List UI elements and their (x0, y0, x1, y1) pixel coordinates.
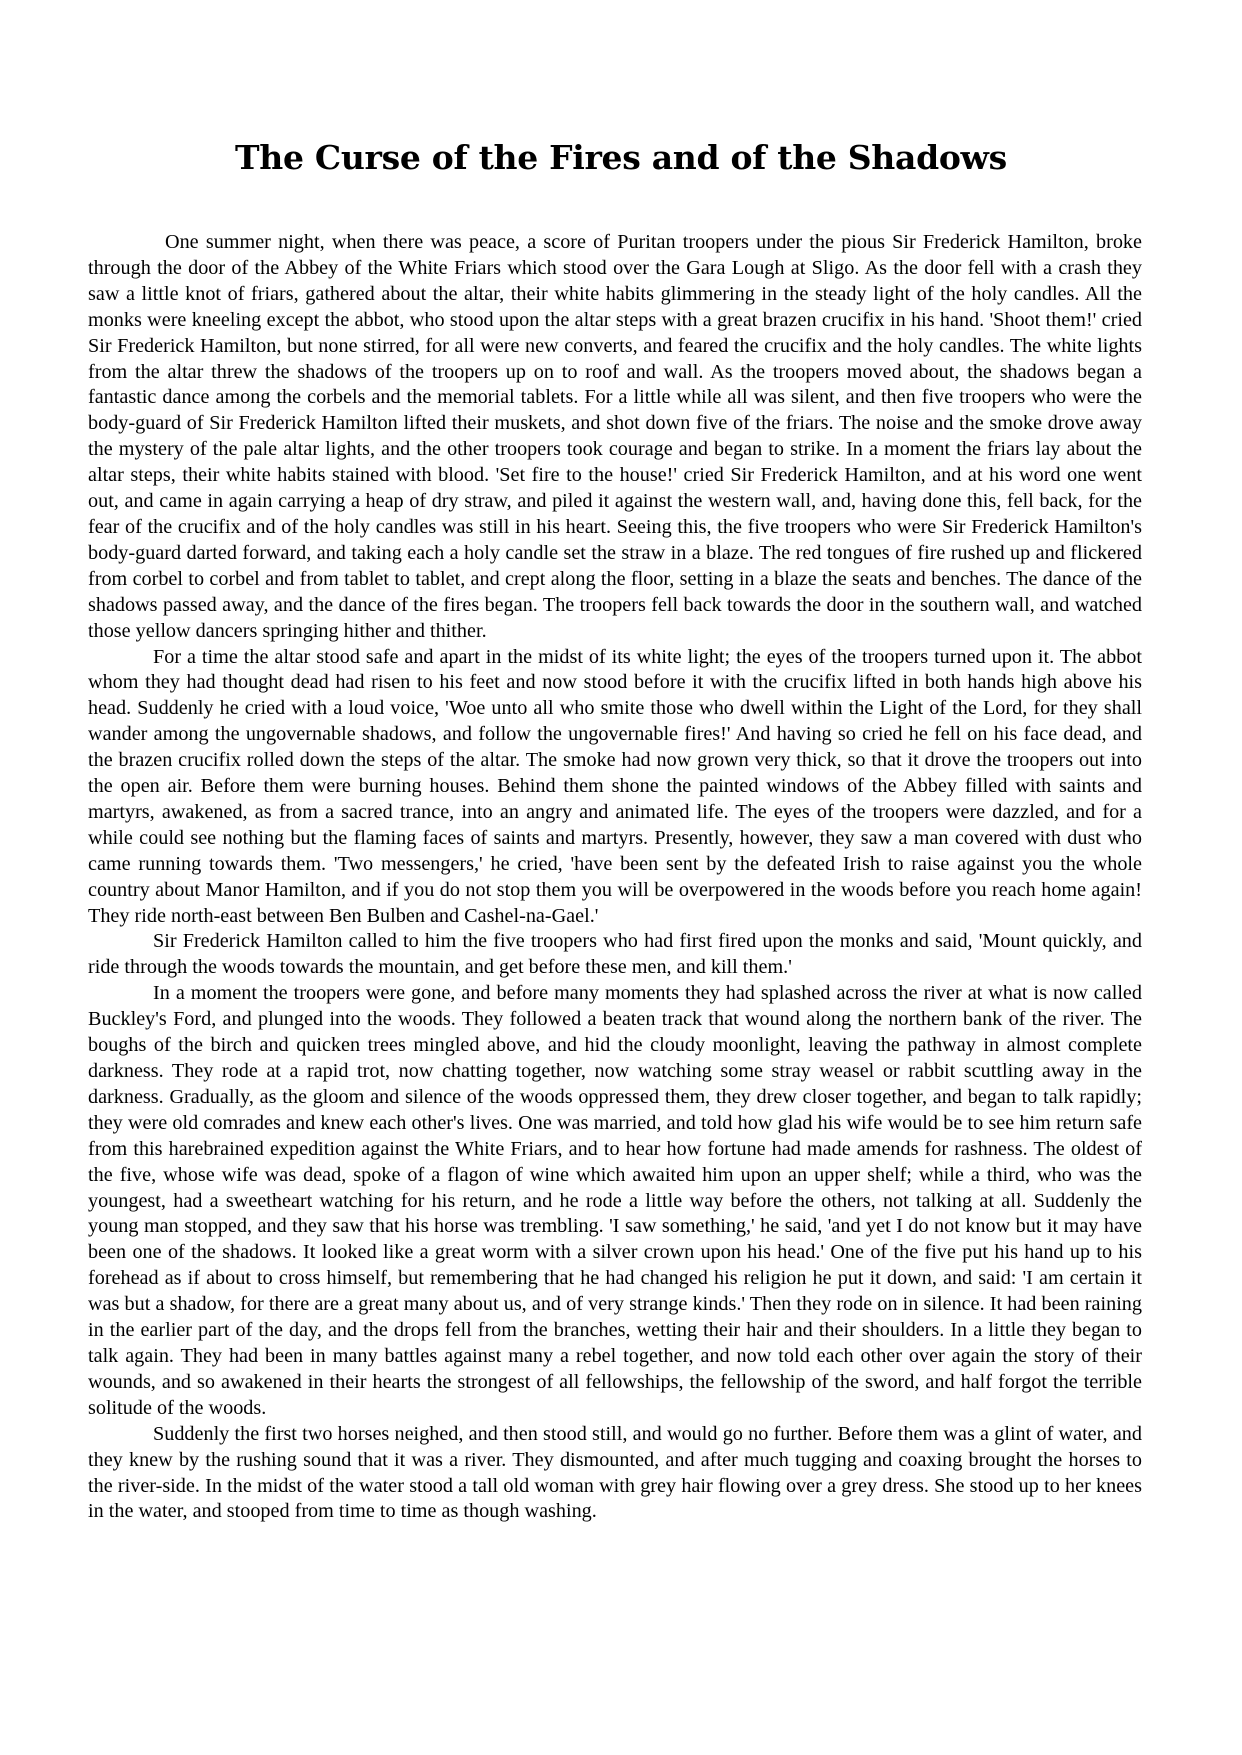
document-body (88, 230, 1142, 1525)
paragraph: Suddenly the first two horses neighed, and then stood still, and would go no further. Before them was a glint of water, and they knew by the rushing sound that it was a river. They dismounted, and after much tugging and coaxing brought the horses to the river-side. In the midst of the water stood a tall old woman with grey hair flowing over a grey dress. She stood up to her knees in the water, and stooped from time to time as though washing. (88, 1422, 1142, 1523)
paragraph: One summer night, when there was peace, a score of Puritan troopers under the pious Sir Frederick Hamilton, broke through the door of the Abbey of the White Friars which stood over the Gara Lough at Sligo. As the door fell with a crash they saw a little knot of friars, gathered about the altar, their white habits glimmering in the steady light of the holy candles. All the monks were kneeling except the abbot, who stood upon the altar steps with a great brazen crucifix in his hand. 'Shoot them!' cried Sir Frederick Hamilton, but none stirred, for all were new converts, and feared the crucifix and the holy candles. The white lights from the altar threw the shadows of the troopers up on to roof and wall. As the troopers moved about, the shadows began a fantastic dance among the corbels and the memorial tablets. For a little while all was silent, and then five troopers who were the body-guard of Sir Frederick Hamilton lifted their muskets, and shot down five of the friars. The noise and the smoke drove away the mystery of the pale altar lights, and the other troopers took courage and began to strike. In a moment the friars lay about the altar steps, their white habits stained with blood. 'Set fire to the house!' cried Sir Frederick Hamilton, and at his word one went out, and came in again carrying a heap of dry straw, and piled it against the western wall, and, having done this, fell back, for the fear of the crucifix and of the holy candles was still in his heart. Seeing this, the five troopers who were Sir Frederick Hamilton's body-guard darted forward, and taking each a holy candle set the straw in a blaze. The red tongues of fire rushed up and flickered from corbel to corbel and from tablet to tablet, and crept along the floor, setting in a blaze the seats and benches. The dance of the shadows passed away, and the dance of the fires began. The troopers fell back towards the door in the southern wall, and watched those yellow dancers springing hither and thither. (88, 231, 1142, 642)
document-title: The Curse of the Fires and of the Shadows (235, 138, 1007, 177)
paragraph: For a time the altar stood safe and apart in the midst of its white light; the eyes of the troopers turned upon it. The abbot whom they had thought dead had risen to his feet and now stood before it with the crucifix lifted in both hands high above his head. Suddenly he cried with a loud voice, 'Woe unto all who smite those who dwell within the Light of the Lord, for they shall wander among the ungovernable shadows, and follow the ungovernable fires!' And having so cried he fell on his face dead, and the brazen crucifix rolled down the steps of the altar. The smoke had now grown very thick, so that it drove the troopers out into the open air. Before them were burning houses. Behind them shone the painted windows of the Abbey filled with saints and martyrs, awakened, as from a sacred trance, into an angry and animated life. The eyes of the troopers were dazzled, and for a while could see nothing but the flaming faces of saints and martyrs. Presently, however, they saw a man covered with dust who came running towards them. 'Two messengers,' he cried, 'have been sent by the defeated Irish to raise against you the whole country about Manor Hamilton, and if you do not stop them you will be overpowered in the woods before you reach home again! They ride north-east between Ben Bulben and Cashel-na-Gael.' (88, 645, 1142, 927)
paragraph: Sir Frederick Hamilton called to him the five troopers who had first fired upon the monks and said, 'Mount quickly, and ride through the woods towards the mountain, and get before these men, and kill them.' (88, 930, 1142, 979)
paragraph: In a moment the troopers were gone, and before many moments they had splashed across the river at what is now called Buckley's Ford, and plunged into the woods. They followed a beaten track that wound along the northern bank of the river. The boughs of the birch and quicken trees mingled above, and hid the cloudy moonlight, leaving the pathway in almost complete darkness. They rode at a rapid trot, now chatting together, now watching some stray weasel or rabbit scuttling away in the darkness. Gradually, as the gloom and silence of the woods oppressed them, they drew closer together, and began to talk rapidly; they were old comrades and knew each other's lives. One was married, and told how glad his wife would be to see him return safe from this harebrained expedition against the White Friars, and to hear how fortune had made amends for rashness. The oldest of the five, whose wife was dead, spoke of a flagon of wine which awaited him upon an upper shelf; while a third, who was the youngest, had a sweetheart watching for his return, and he rode a little way before the others, not talking at all. Suddenly the young man stopped, and they saw that his horse was trembling. 'I saw something,' he said, 'and yet I do not know but it may have been one of the shadows. It looked like a great worm with a silver crown upon his head.' One of the five put his hand up to his forehead as if about to cross himself, but remembering that he had changed his religion he put it down, and said: 'I am certain it was but a shadow, for there are a great many about us, and of very strange kinds.' Then they rode on in silence. It had been raining in the earlier part of the day, and the drops fell from the branches, wetting their hair and their shoulders. In a little they began to talk again. They had been in many battles against many a rebel together, and now told each other over again the story of their wounds, and so awakened in their hearts the strongest of all fellowships, the fellowship of the sword, and half forgot the terrible solitude of the woods. (88, 982, 1142, 1419)
